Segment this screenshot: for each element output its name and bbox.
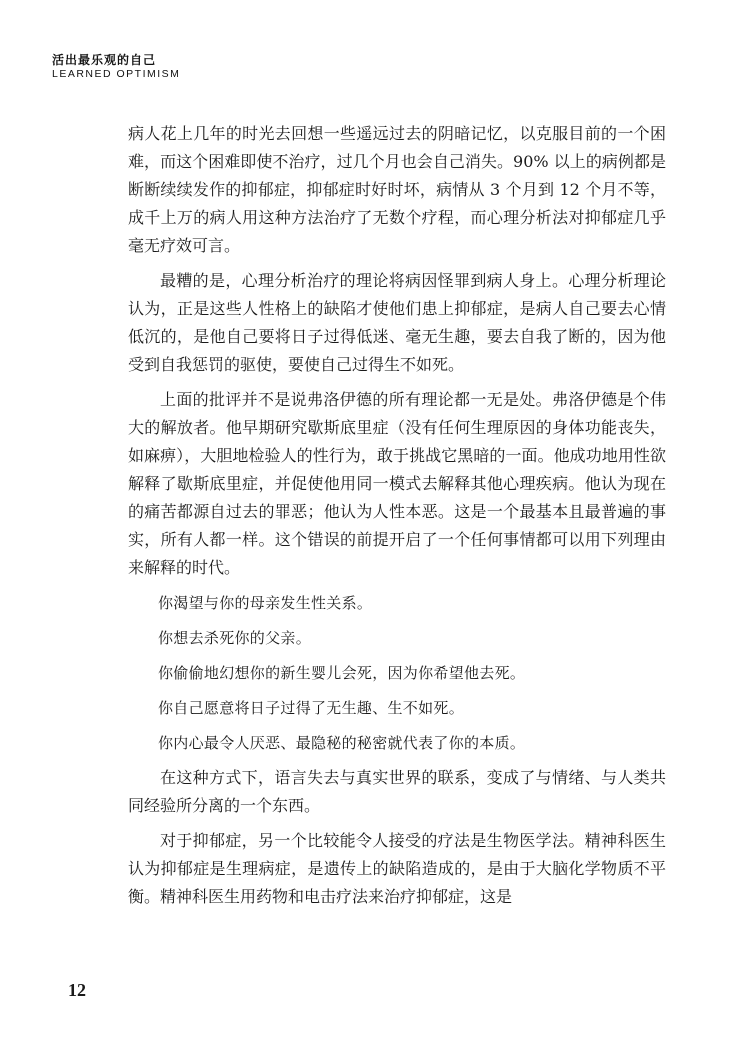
paragraph-4: 在这种方式下，语言失去与真实世界的联系，变成了与情绪、与人类共同经验所分离的一个东西。 xyxy=(128,768,666,815)
page-body xyxy=(128,120,666,918)
quote-list xyxy=(128,589,666,757)
paragraph-2: 最糟的是，心理分析治疗的理论将病因怪罪到病人身上。心理分析理论认为，正是这些人性格上的缺陷才使他们患上抑郁症，是病人自己要去心情低沉的，是他自己要将日子过得低迷、毫无生趣，要去自我了断的，因为他受到自我惩罚的驱使，要使自己过得生不如死。 xyxy=(128,271,666,374)
header-title-chinese: 活出最乐观的自己 xyxy=(52,53,157,67)
quote-line: 你偷偷地幻想你的新生婴儿会死，因为你希望他去死。 xyxy=(158,664,526,682)
quote-line: 你内心最令人厌恶、最隐秘的秘密就代表了你的本质。 xyxy=(158,734,526,752)
quote-line: 你想去杀死你的父亲。 xyxy=(158,629,312,647)
quote-line: 你自己愿意将日子过得了无生趣、生不如死。 xyxy=(158,699,465,717)
paragraph-5: 对于抑郁症，另一个比较能令人接受的疗法是生物医学法。精神科医生认为抑郁症是生理病症，是遗传上的缺陷造成的，是由于大脑化学物质不平衡。精神科医生用药物和电击疗法来治疗抑郁症，这是 xyxy=(128,831,666,906)
page-number: 12 xyxy=(68,980,86,1000)
quote-line: 你渴望与你的母亲发生性关系。 xyxy=(158,594,373,612)
paragraph-3: 上面的批评并不是说弗洛伊德的所有理论都一无是处。弗洛伊德是个伟大的解放者。他早期研究歇斯底里症（没有任何生理原因的身体功能丧失，如麻痹），大胆地检验人的性行为，敢于挑战它黑暗的一面。他成功地用性欲解释了歇斯底里症，并促使他用同一模式去解释其他心理疾病。他认为现在的痛苦都源自过去的罪恶；他认为人性本恶。这是一个最基本且最普遍的事实，所有人都一样。这个错误的前提开启了一个任何事情都可以用下列理由来解释的时代。 xyxy=(128,390,666,577)
header-title-english: LEARNED OPTIMISM xyxy=(52,68,181,80)
paragraph-1: 病人花上几年的时光去回想一些遥远过去的阴暗记忆，以克服目前的一个困难，而这个困难即使不治疗，过几个月也会自己消失。90% 以上的病例都是断断续续发作的抑郁症，抑郁症时好时坏，病情从 3 个月到 12 个月不等，成千上万的病人用这种方法治疗了无数个疗程，而心理分析法对抑郁症几乎毫无疗效可言。 xyxy=(128,124,666,255)
running-header xyxy=(52,54,180,80)
